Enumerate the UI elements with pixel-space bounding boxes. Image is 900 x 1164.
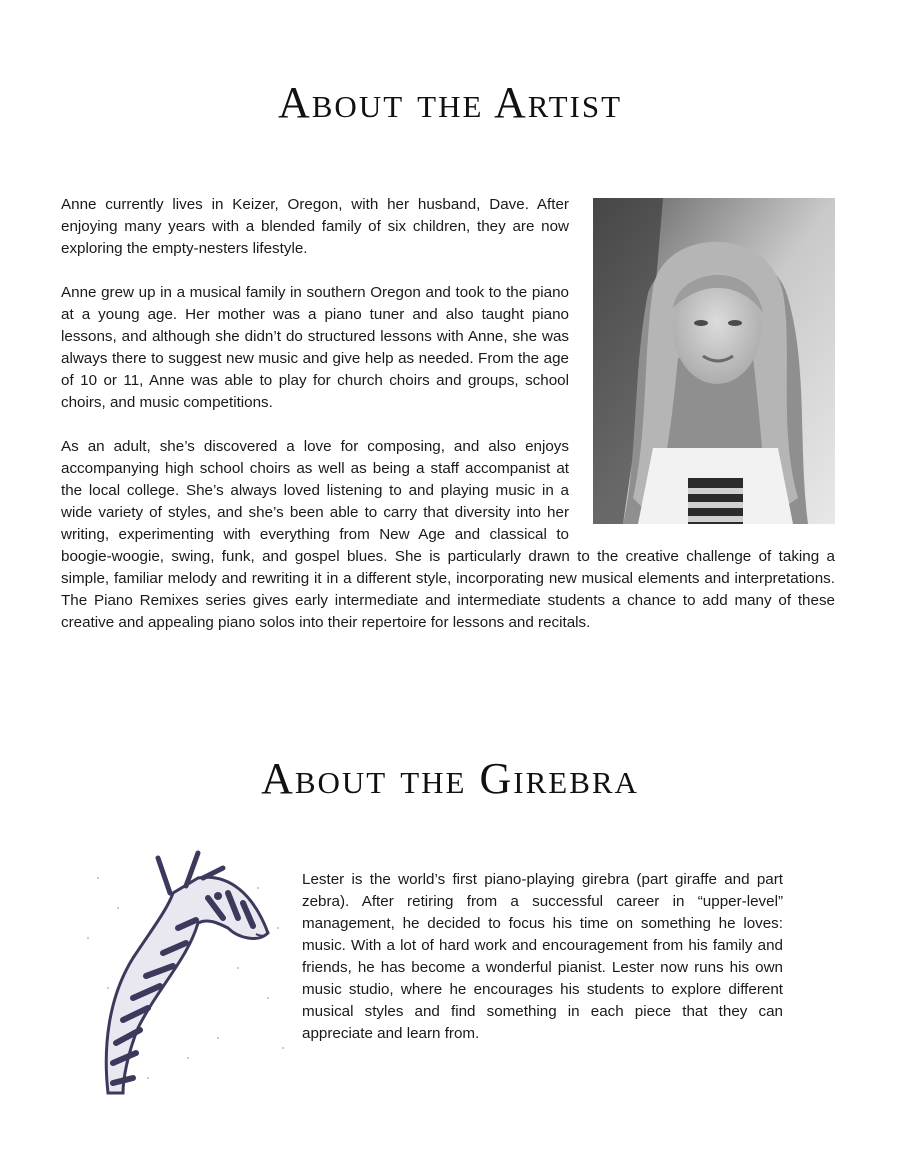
girebra-paragraph: Lester is the world’s first piano-playing girebra (part giraffe and part zebra). After retiring from a successful career in “upper-level” management, he decided to focus his time on something he loves: music. With a lot of hard work and encouragement from his family and friends, he has become a wonderful pianist. Lester now runs his own music studio, where he encourages his students to explore different musical styles and find something in each piece that they can appreciate and learn from. bbox=[302, 871, 783, 1042]
artist-paragraph-1: Anne currently lives in Keizer, Oregon, with her husband, Dave. After enjoying many years with a blended family of six children, they are now exploring the empty-nesters lifestyle. bbox=[61, 196, 569, 257]
artist-photo bbox=[593, 198, 835, 524]
girebra-illustration bbox=[78, 848, 298, 1098]
girebra-section-heading: About the Girebra bbox=[261, 754, 639, 803]
girebra-illustration-icon bbox=[78, 848, 298, 1098]
artist-paragraph-2: Anne grew up in a musical family in southern Oregon and took to the piano at a young age. Her mother was a piano tuner and also taught piano lessons, and although she didn’t do structured lessons with Anne, she was always there to suggest new music and give help as needed. From the age of 10 or 11, Anne was able to play for church choirs and groups, school choirs, and music competitions. bbox=[61, 284, 569, 411]
artist-bio bbox=[61, 194, 835, 634]
artist-section-heading: About the Artist bbox=[277, 78, 623, 127]
portrait-photo-icon bbox=[593, 198, 835, 524]
artist-paragraph-3: As an adult, she’s discovered a love for composing, and also enjoys accompanying high school choirs as well as being a staff accompanist at the local college. She’s always loved listening to and playing music in a wide variety of styles, and she’s been able to carry that diversity into her writing, experimenting with everything from New Age and classical to boogie-woogie, swing, funk, and gospel blues. She is particularly drawn to the creative challenge of taking a simple, familiar melody and rewriting it in a different style, incorporating new musical elements and interpretations. The Piano Remixes series gives early intermediate and intermediate students a chance to add many of these creative and appealing piano solos into their repertoire for lessons and recitals. bbox=[61, 438, 835, 631]
